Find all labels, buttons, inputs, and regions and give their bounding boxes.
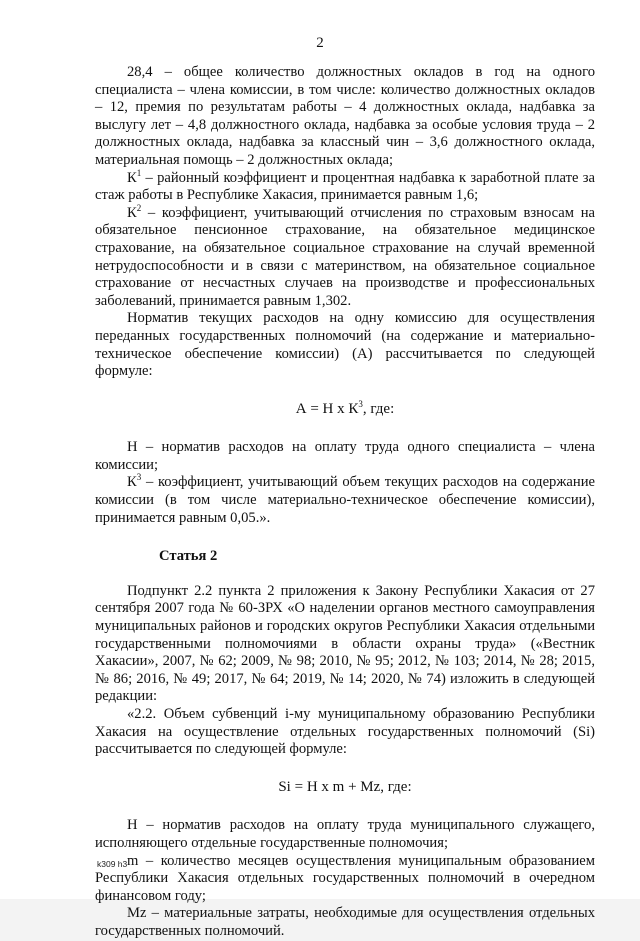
formula-a-tail: , где: — [362, 400, 395, 417]
paragraph-mz-definition: Mz – материальные затраты, необходимые для осуществления отдельных государственных полномочий. — [95, 905, 595, 939]
document-body — [95, 64, 595, 941]
footer-code: k309 h3 — [97, 859, 128, 869]
formula-a-superscript: 3 — [358, 398, 363, 409]
formula-si: Si = Н х m + Mz, где: — [278, 778, 412, 795]
formula-a — [95, 398, 595, 419]
paragraph-n-definition: Н – норматив расходов на оплату труда одного специалиста – члена комиссии; — [95, 439, 595, 473]
k1-text: – районный коэффициент и процентная надбавка к заработной плате за стаж работы в Республике Хакасия, принимается равным 1,6; — [95, 169, 595, 204]
k1-superscript: 1 — [136, 167, 142, 178]
k3-text: – коэффициент, учитывающий объем текущих расходов на содержание комиссии (в том числе материально-техническое обеспечение комиссии), принимается равным 0,05.». — [95, 474, 595, 526]
formula-a-main: А = Н х К — [295, 400, 359, 417]
paragraph-k1 — [95, 167, 595, 205]
paragraph-subpoint-amendment: Подпункт 2.2 пункта 2 приложения к Закону Республики Хакасия от 27 сентября 2007 года № 60-ЗРХ «О наделении органов местного самоуправления муниципальных районов и городских округов Республики Хакасия отдельными государственными полномочиями в области охраны труда» («Вестник Хакасии», 2007, № 62; 2009, № 98; 2010, № 95; 2012, № 103; 2014, № 28; 2015, № 86; 2016, № 49; 2017, № 64; 2019, № 14; 2020, № 74) изложить в следующей редакции: — [95, 582, 595, 705]
article-heading: Статья 2 — [159, 548, 218, 565]
k1-symbol: К — [127, 169, 137, 186]
paragraph-k2 — [95, 202, 595, 311]
k3-superscript: 3 — [136, 472, 142, 483]
paragraph-k3 — [95, 474, 595, 527]
paragraph-salary-count: 28,4 – общее количество должностных окладов в год на одного специалиста – члена комиссии, в том числе: количество должностных окладов – 12, премия по результатам работы – 4 должностных оклада, надбавка за выслугу лет – 4,8 должностного оклада, надбавка за особые условия труда – 2 должностных оклада, надбавка за классный чин – 3,6 должностного оклада, материальная помощь – 2 должностных оклада; — [95, 64, 595, 168]
page-number: 2 — [316, 35, 324, 51]
paragraph-subvention-volume: «2.2. Объем субвенций i-му муниципальному образованию Республики Хакасия на осуществление отдельных государственных полномочий (Si) рассчитывается по следующей формуле: — [95, 706, 595, 758]
k3-symbol: К — [127, 474, 137, 491]
paragraph-h-definition: Н – норматив расходов на оплату труда муниципального служащего, исполняющего отдельные государственные полномочия; — [95, 817, 595, 851]
k2-symbol: К — [127, 204, 137, 221]
k2-superscript: 2 — [136, 202, 142, 213]
k2-text: – коэффициент, учитывающий отчисления по страховым взносам на обязательное пенсионное страхование, на обязательное медицинское страхование, на обязательное социальное страхование на случай временной нетрудоспособности и в связи с материнством, на обязательное социальное страхование от несчастных случаев на производстве и профессиональных заболеваний, принимается равным 1,302. — [95, 204, 595, 309]
paragraph-m-definition: m – количество месяцев осуществления муниципальным образованием Республики Хакасия отдельных государственных полномочий в очередном финансовом году; — [95, 852, 595, 904]
paragraph-current-expenses: Норматив текущих расходов на одну комиссию для осуществления переданных государственных полномочий (на содержание и материально-техническое обеспечение комиссии) (А) рассчитывается по следующей формуле: — [95, 310, 595, 380]
